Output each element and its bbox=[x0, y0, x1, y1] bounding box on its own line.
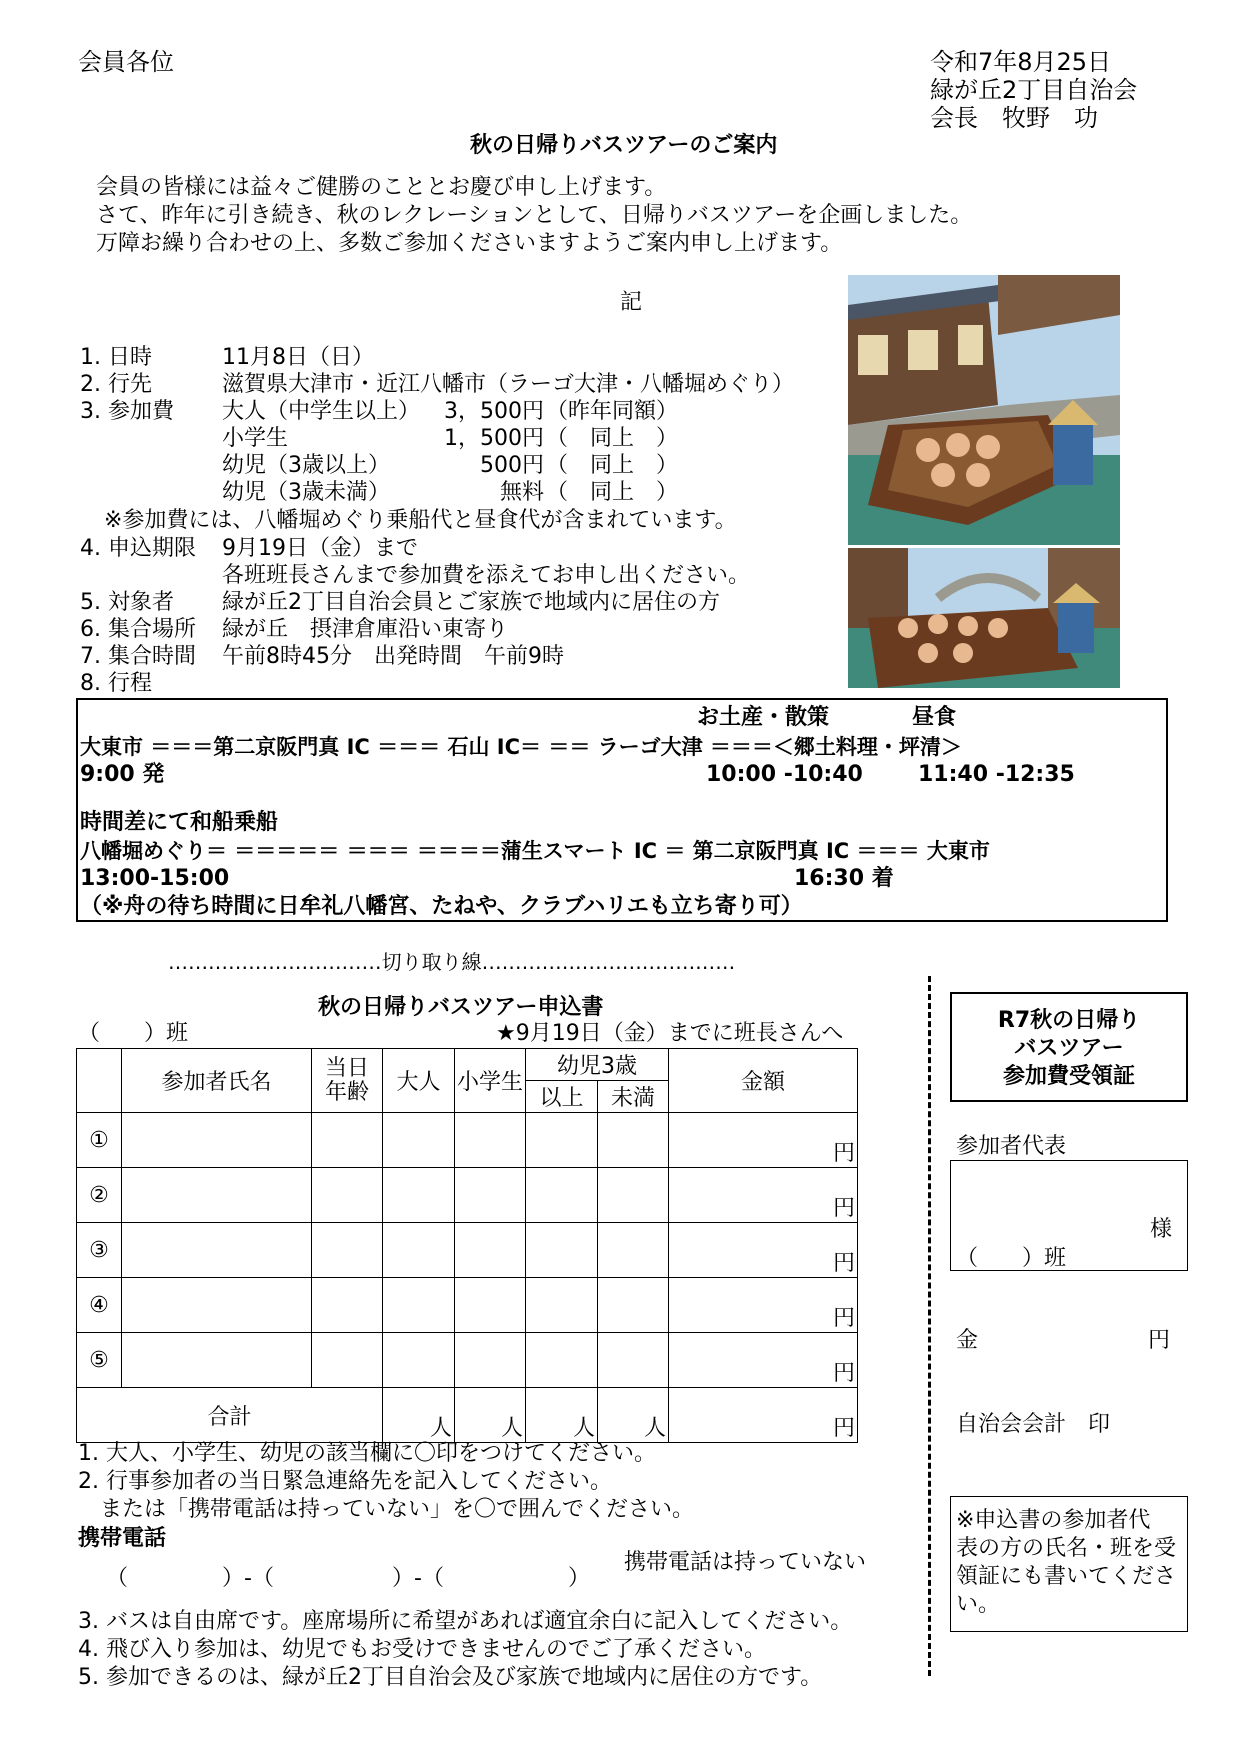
itinerary-tag-lunch: 昼食 bbox=[912, 705, 957, 730]
yen-unit: 円 bbox=[832, 1306, 855, 1331]
target-value: 緑が丘2丁目自治会員とご家族で地域内に居住の方 bbox=[222, 590, 720, 615]
person-unit: 人 bbox=[429, 1416, 452, 1441]
infant-over3-cell[interactable] bbox=[526, 1333, 598, 1388]
total-infant-over3-cell[interactable] bbox=[526, 1388, 598, 1443]
fee-label: 3. 参加費 bbox=[80, 399, 174, 424]
cut-line: ‥‥‥‥‥‥‥‥‥‥‥‥‥‥‥‥切り取り線‥‥‥‥‥‥‥‥‥‥‥‥‥‥‥‥‥‥‥ bbox=[168, 950, 736, 974]
header-infant-over3: 以上 bbox=[526, 1081, 598, 1113]
amount-cell[interactable] bbox=[669, 1113, 858, 1168]
receipt-yen: 円 bbox=[1148, 1328, 1171, 1353]
age-cell[interactable] bbox=[312, 1168, 383, 1223]
itinerary-route-return: 八幡堀めぐり＝ ＝＝＝＝＝ ＝＝＝ ＝＝＝＝蒲生スマート IC ＝ 第二京阪門真 IC ＝＝＝ 大東市 bbox=[80, 839, 990, 863]
age-cell[interactable] bbox=[312, 1333, 383, 1388]
fee-amount-infant-over3: 500円 bbox=[480, 453, 544, 478]
row-number: ② bbox=[77, 1168, 122, 1223]
form-note-1: 1. 大人、小学生、幼児の該当欄に〇印をつけてください。 bbox=[78, 1441, 656, 1466]
fee-who-adult: 大人（中学生以上） bbox=[222, 399, 421, 424]
phone-separator-2: ）-（ bbox=[392, 1566, 444, 1591]
table-row bbox=[77, 1278, 858, 1333]
name-cell[interactable] bbox=[122, 1113, 312, 1168]
adult-cell[interactable] bbox=[383, 1113, 455, 1168]
age-cell[interactable] bbox=[312, 1113, 383, 1168]
table-row bbox=[77, 1168, 858, 1223]
child-cell[interactable] bbox=[455, 1113, 526, 1168]
greeting-line-2: さて、昨年に引き続き、秋のレクレーションとして、日帰りバスツアーを企画しました。 bbox=[96, 203, 973, 228]
no-phone-option[interactable]: 携帯電話は持っていない bbox=[624, 1550, 867, 1575]
receipt-stamp: 自治会会計 印 bbox=[956, 1412, 1111, 1437]
date-value: 11月8日（日） bbox=[222, 345, 374, 370]
greeting-line-3: 万障お繰り合わせの上、多数ご参加くださいますようご案内申し上げます。 bbox=[96, 231, 843, 256]
itinerary-route-outbound: 大東市 ＝＝＝第二京阪門真 IC ＝＝＝ 石山 IC＝ ＝＝ ラーゴ大津 ＝＝＝＜郷土料理・坪清＞ bbox=[80, 735, 962, 759]
child-cell[interactable] bbox=[455, 1168, 526, 1223]
header-amount: 金額 bbox=[669, 1049, 858, 1113]
date-label: 1. 日時 bbox=[80, 345, 152, 370]
person-unit: 人 bbox=[643, 1416, 666, 1441]
adult-cell[interactable] bbox=[383, 1333, 455, 1388]
application-table bbox=[76, 1048, 858, 1443]
total-adult-cell[interactable] bbox=[383, 1388, 455, 1443]
infant-under3-cell[interactable] bbox=[598, 1223, 669, 1278]
fee-note-adult: （昨年同額） bbox=[546, 399, 679, 424]
meet-value: 緑が丘 摂津倉庫沿い東寄り bbox=[222, 617, 509, 642]
row-number: ⑤ bbox=[77, 1333, 122, 1388]
time-value: 午前8時45分 出発時間 午前9時 bbox=[222, 644, 564, 669]
time-label: 7. 集合時間 bbox=[80, 644, 196, 669]
deadline-value-2: 各班班長さんまで参加費を添えてお申し出ください。 bbox=[222, 563, 751, 588]
form-note-2b: または「携帯電話は持っていない」を〇で囲んでください。 bbox=[78, 1497, 695, 1522]
infant-over3-cell[interactable] bbox=[526, 1113, 598, 1168]
itinerary-departure: 9:00 発 bbox=[80, 762, 165, 787]
amount-cell[interactable] bbox=[669, 1278, 858, 1333]
fee-amount-infant-under3: 無料 bbox=[499, 480, 544, 505]
phone-exchange-input[interactable] bbox=[278, 1562, 388, 1590]
fee-note-infant-over3: （ 同上 ） bbox=[546, 453, 679, 478]
amount-cell[interactable] bbox=[669, 1333, 858, 1388]
infant-over3-cell[interactable] bbox=[526, 1168, 598, 1223]
receipt-title-3: 参加費受領証 bbox=[1002, 1064, 1135, 1089]
child-cell[interactable] bbox=[455, 1278, 526, 1333]
fee-amount-adult: 3，500円 bbox=[444, 399, 544, 424]
name-cell[interactable] bbox=[122, 1168, 312, 1223]
meet-label: 6. 集合場所 bbox=[80, 617, 196, 642]
issue-date: 令和7年8月25日 bbox=[930, 48, 1112, 76]
receipt-group: （ ）班 bbox=[956, 1246, 1067, 1271]
infant-over3-cell[interactable] bbox=[526, 1278, 598, 1333]
row-number: ③ bbox=[77, 1223, 122, 1278]
header-name: 参加者氏名 bbox=[122, 1049, 312, 1113]
yen-unit: 円 bbox=[832, 1141, 855, 1166]
total-row bbox=[77, 1388, 858, 1443]
infant-under3-cell[interactable] bbox=[598, 1333, 669, 1388]
phone-paren-close: ） bbox=[568, 1566, 591, 1591]
deadline-label: 4. 申込期限 bbox=[80, 536, 196, 561]
row-number: ④ bbox=[77, 1278, 122, 1333]
itinerary-time-boat: 13:00-15:00 bbox=[80, 866, 230, 891]
infant-under3-cell[interactable] bbox=[598, 1168, 669, 1223]
receipt-note-3: 領証にも書いてくださ bbox=[956, 1564, 1177, 1589]
child-cell[interactable] bbox=[455, 1333, 526, 1388]
person-unit: 人 bbox=[500, 1416, 523, 1441]
name-cell[interactable] bbox=[122, 1278, 312, 1333]
infant-under3-cell[interactable] bbox=[598, 1113, 669, 1168]
yen-unit: 円 bbox=[832, 1196, 855, 1221]
dest-label: 2. 行先 bbox=[80, 372, 152, 397]
age-cell[interactable] bbox=[312, 1223, 383, 1278]
phone-label: 携帯電話 bbox=[78, 1526, 167, 1551]
fee-who-child: 小学生 bbox=[222, 426, 289, 451]
form-note-5: 5. 参加できるのは、緑が丘2丁目自治会及び家族で地域内に居住の方です。 bbox=[78, 1665, 823, 1690]
dest-value: 滋賀県大津市・近江八幡市（ラーゴ大津・八幡堀めぐり） bbox=[222, 372, 795, 397]
header-adult: 大人 bbox=[383, 1049, 455, 1113]
ki-heading: 記 bbox=[620, 290, 643, 315]
greeting-line-1: 会員の皆様には益々ご健勝のこととお慶び申し上げます。 bbox=[96, 175, 667, 200]
organization: 緑が丘2丁目自治会 bbox=[930, 76, 1138, 104]
itinerary-label: 8. 行程 bbox=[80, 671, 152, 696]
receipt-title-2: バスツアー bbox=[1014, 1036, 1124, 1061]
header-age: 当日 年齢 bbox=[312, 1049, 383, 1113]
name-cell[interactable] bbox=[122, 1333, 312, 1388]
form-title: 秋の日帰りバスツアー申込書 bbox=[318, 995, 604, 1020]
adult-cell[interactable] bbox=[383, 1223, 455, 1278]
canal-boat-illustration-top bbox=[848, 275, 1120, 545]
table-row bbox=[77, 1223, 858, 1278]
itinerary-tag-souvenir: お土産・散策 bbox=[697, 705, 830, 730]
receipt-note-4: い。 bbox=[956, 1592, 1001, 1617]
receipt-note-2: 表の方の氏名・班を受 bbox=[956, 1536, 1177, 1561]
amount-cell[interactable] bbox=[669, 1168, 858, 1223]
addressee: 会員各位 bbox=[78, 48, 174, 76]
receipt-rep-label: 参加者代表 bbox=[956, 1134, 1067, 1159]
total-amount-cell[interactable] bbox=[669, 1388, 858, 1443]
infant-over3-cell[interactable] bbox=[526, 1223, 598, 1278]
table-row bbox=[77, 1333, 858, 1388]
yen-unit: 円 bbox=[832, 1361, 855, 1386]
phone-number-input[interactable] bbox=[450, 1562, 560, 1590]
form-deadline: ★9月19日（金）までに班長さんへ bbox=[496, 1021, 844, 1046]
header-number bbox=[77, 1049, 122, 1113]
receipt-sama: 様 bbox=[1150, 1217, 1173, 1242]
yen-unit: 円 bbox=[832, 1416, 855, 1441]
child-cell[interactable] bbox=[455, 1223, 526, 1278]
form-group: （ ）班 bbox=[78, 1021, 189, 1046]
deadline-value: 9月19日（金）まで bbox=[222, 536, 418, 561]
fee-note: ※参加費には、八幡堀めぐり乗船代と昼食代が含まれています。 bbox=[104, 508, 737, 533]
itinerary-time-lunch: 11:40 -12:35 bbox=[918, 762, 1075, 787]
receipt-note-1: ※申込書の参加者代 bbox=[956, 1508, 1151, 1533]
form-note-3: 3. バスは自由席です。座席場所に希望があれば適宜余白に記入してください。 bbox=[78, 1609, 853, 1634]
fee-amount-child: 1，500円 bbox=[444, 426, 544, 451]
itinerary-arrival: 16:30 着 bbox=[794, 866, 894, 891]
phone-paren-open: （ bbox=[106, 1566, 129, 1591]
total-child-cell[interactable] bbox=[455, 1388, 526, 1443]
name-cell[interactable] bbox=[122, 1223, 312, 1278]
itinerary-boat: 時間差にて和船乗船 bbox=[80, 810, 279, 835]
adult-cell[interactable] bbox=[383, 1278, 455, 1333]
fee-who-infant-over3: 幼児（3歳以上） bbox=[222, 453, 390, 478]
total-label: 合計 bbox=[77, 1388, 383, 1443]
phone-separator-1: ）-（ bbox=[222, 1566, 274, 1591]
fee-who-infant-under3: 幼児（3歳未満） bbox=[222, 480, 390, 505]
form-note-2: 2. 行事参加者の当日緊急連絡先を記入してください。 bbox=[78, 1469, 612, 1494]
header-child: 小学生 bbox=[455, 1049, 526, 1113]
fee-note-child: （ 同上 ） bbox=[546, 426, 679, 451]
age-cell[interactable] bbox=[312, 1278, 383, 1333]
dashed-separator bbox=[928, 976, 931, 1676]
signer: 会長 牧野 功 bbox=[930, 104, 1098, 132]
header-infant-under3: 未満 bbox=[598, 1081, 669, 1113]
infant-under3-cell[interactable] bbox=[598, 1278, 669, 1333]
fee-note-infant-under3: （ 同上 ） bbox=[546, 480, 679, 505]
form-note-4: 4. 飛び入り参加は、幼児でもお受けできませんのでご了承ください。 bbox=[78, 1637, 766, 1662]
person-unit: 人 bbox=[572, 1416, 595, 1441]
page-title: 秋の日帰りバスツアーのご案内 bbox=[470, 133, 778, 158]
header-infant: 幼児3歳 bbox=[526, 1049, 669, 1081]
phone-area-code-input[interactable] bbox=[130, 1562, 220, 1590]
row-number: ① bbox=[77, 1113, 122, 1168]
receipt-kin: 金 bbox=[956, 1328, 979, 1353]
target-label: 5. 対象者 bbox=[80, 590, 174, 615]
receipt-title-1: R7秋の日帰り bbox=[997, 1008, 1141, 1033]
itinerary-time-lago: 10:00 -10:40 bbox=[706, 762, 863, 787]
canal-boat-illustration-bottom bbox=[848, 548, 1120, 688]
table-row bbox=[77, 1113, 858, 1168]
amount-cell[interactable] bbox=[669, 1223, 858, 1278]
itinerary-note: （※舟の待ち時間に日牟礼八幡宮、たねや、クラブハリエも立ち寄り可） bbox=[80, 894, 803, 919]
adult-cell[interactable] bbox=[383, 1168, 455, 1223]
yen-unit: 円 bbox=[832, 1251, 855, 1276]
total-infant-under3-cell[interactable] bbox=[598, 1388, 669, 1443]
